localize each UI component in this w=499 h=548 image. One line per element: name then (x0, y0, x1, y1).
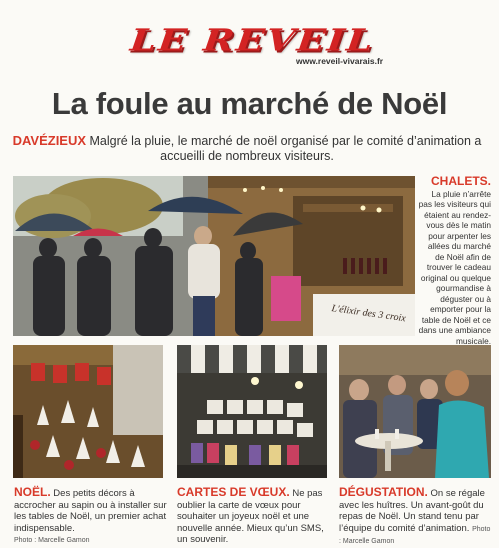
photo-noel-decorations (13, 345, 163, 478)
caption-text: Ne pas oublier la carte de vœux pour souhaiter un joyeux noël et une nouvelle année. Mieux qu’un SMS, un souvenir. (177, 488, 324, 545)
caption-degustation (339, 487, 494, 548)
caption-noel (14, 487, 169, 547)
caption-text: Des petits décors à accrocher au sapin ou à installer sur les tables de Noël, un premier achat indispensable. (14, 488, 167, 534)
decorations-illustration (13, 345, 163, 478)
lead-text: Malgré la pluie, le marché de noël organisé par le comité d’animation a accueilli de nombreux visiteurs. (86, 134, 482, 163)
photo-cartes-de-voeux (177, 345, 327, 478)
article-headline: La foule au marché de Noël (51, 86, 448, 121)
main-photo-market-crowd (13, 176, 415, 336)
chalets-heading: CHALETS. (431, 174, 491, 188)
lead-place: DAVÉZIEUX (12, 133, 87, 148)
cards-stand-illustration (177, 345, 327, 478)
chalets-text: La pluie n’arrête pas les visiteurs qui étaient au rendez-vous dès le matin pour arpenter les allées du marché de Noël afin de trouver le cadeau original ou quelque gourmandise à déguster ou à emporter pour la table de Noël et ce dans une ambiance musicale. (418, 188, 491, 346)
caption-cartes-de-voeux (177, 487, 332, 546)
market-crowd-illustration (13, 176, 415, 336)
tasting-illustration (339, 345, 491, 478)
photo-degustation (339, 345, 491, 478)
elixir-banner-text: L'élixir des 3 croix (330, 303, 407, 325)
newspaper-logo: LE REVEIL (128, 21, 377, 59)
caption-text: On se régale avec les huîtres. Un avant-goût du repas de Noël. Un stand tenu par l’équipe du comité d’animation. (339, 488, 485, 534)
article-lead (12, 133, 482, 164)
chalets-sidebar (418, 176, 491, 371)
newspaper-url[interactable]: www.reveil-vivarais.fr (296, 56, 384, 66)
masthead (0, 18, 499, 74)
caption-keyword: CARTES DE VŒUX. (177, 485, 290, 499)
caption-keyword: DÉGUSTATION. (339, 485, 428, 499)
caption-keyword: NOËL. (14, 485, 51, 499)
caption-photo-credit: Photo : Marcelle Gamon (339, 525, 491, 545)
caption-photo-credit: Photo : Marcelle Gamon (14, 537, 90, 544)
